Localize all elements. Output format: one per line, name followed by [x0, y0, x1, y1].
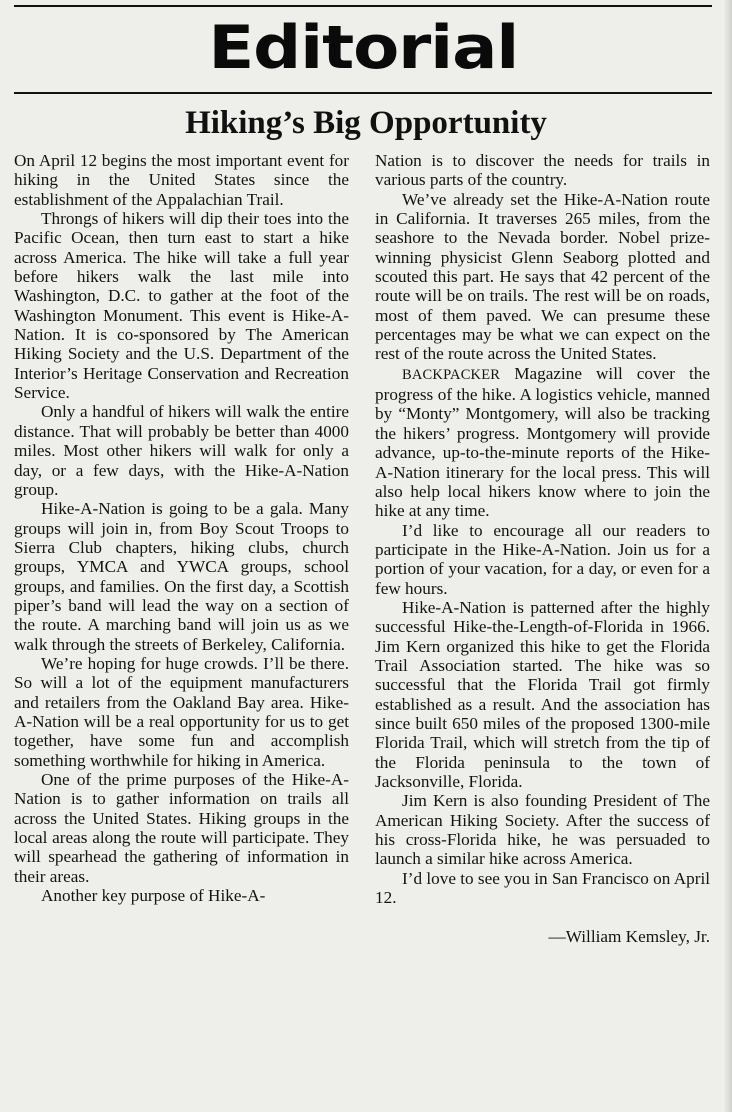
paragraph: I’d love to see you in San Francisco on April 12.: [375, 868, 710, 908]
masthead-rule: [14, 92, 712, 94]
left-column: [14, 151, 349, 905]
paragraph: We’ve already set the Hike-A-Nation route in California. It traverses 265 miles, from the seashore to the Nevada border. Nobel prize-winning physicist Glenn Seaborg plotted and scouted this part. He says that 42 percent of the route will be on trails. The rest will be on roads, most of them paved. We can presume these percentages may be what we can expect on the rest of the route across the United States.: [375, 189, 710, 364]
paragraph-text: Magazine will cover the progress of the hike. A logistics vehicle, manned by “Monty” Montgomery, will also be tracking the hikers’ progress. Montgomery will provide advance, up-to-the-minute reports of the Hike-A-Nation itinerary for the local press. This will also help local hikers know where to join the hike at any time.: [375, 363, 710, 521]
article-headline: Hiking’s Big Opportunity: [185, 105, 547, 141]
paragraph: We’re hoping for huge crowds. I’ll be there. So will a lot of the equipment manufacturers and retailers from the Oakland Bay area. Hike-A-Nation will be a real opportunity for us to get together, have some fun and accomplish something worthwhile for hiking in America.: [14, 653, 349, 770]
paragraph: Only a handful of hikers will walk the entire distance. That will probably be better than 4000 miles. Most other hikers will walk for only a day, or a few days, with the Hike-A-Nation group.: [14, 402, 349, 499]
paragraph: Throngs of hikers will dip their toes into the Pacific Ocean, then turn east to start a hike across America. The hike will take a full year before hikers walk the last mile into Washington, D.C. to gather at the foot of the Washington Monument. This event is Hike-A-Nation. It is co-sponsored by The American Hiking Society and the U.S. Department of the Interior’s Heritage Conservation and Recreation Service.: [14, 209, 349, 403]
paragraph: [375, 364, 710, 521]
paragraph: Hike-A-Nation is going to be a gala. Many groups will join in, from Boy Scout Troops to Sierra Club chapters, hiking clubs, church groups, YMCA and YWCA groups, school groups, and families. On the first day, a Scottish piper’s band will lead the way on a section of the route. A marching band will join us as we walk through the streets of Berkeley, California.: [14, 499, 349, 654]
masthead-title: Editorial: [208, 13, 518, 83]
paragraph: On April 12 begins the most important event for hiking in the United States since the establishment of the Appalachian Trail.: [14, 151, 349, 209]
paragraph: One of the prime purposes of the Hike-A-Nation is to gather information on trails all across the United States. Hiking groups in the local areas along the route will participate. They will spearhead the gathering of information in their areas.: [14, 770, 349, 886]
paragraph-continuation: Nation is to discover the needs for trails in various parts of the country.: [375, 151, 710, 190]
paragraph: Hike-A-Nation is patterned after the highly successful Hike-the-Length-of-Florida in 1966. Jim Kern organized this hike to get the Florida Trail Association started. The hike was so successful that the Florida Trail got firmly established as a result. And the association has since built 650 miles of the proposed 1300-mile Florida Trail, which will stretch from the tip of the Florida peninsula to the town of Jacksonville, Florida.: [375, 597, 710, 791]
masthead: [14, 9, 712, 87]
paragraph: Another key purpose of Hike-A-: [41, 886, 266, 906]
paragraph: Jim Kern is also founding President of The American Hiking Society. After the success of his cross-Florida hike, he was persuaded to launch a similar hike across America.: [375, 791, 710, 869]
magazine-name: BACKPACKER: [402, 366, 501, 383]
right-column: [375, 151, 710, 947]
paragraph: I’d like to encourage all our readers to participate in the Hike-A-Nation. Join us for a portion of your vacation, for a day, or even for a few hours.: [375, 520, 710, 598]
page-edge: [722, 0, 732, 1112]
top-rule: [14, 5, 712, 7]
author-signature: —William Kemsley, Jr.: [548, 927, 710, 947]
